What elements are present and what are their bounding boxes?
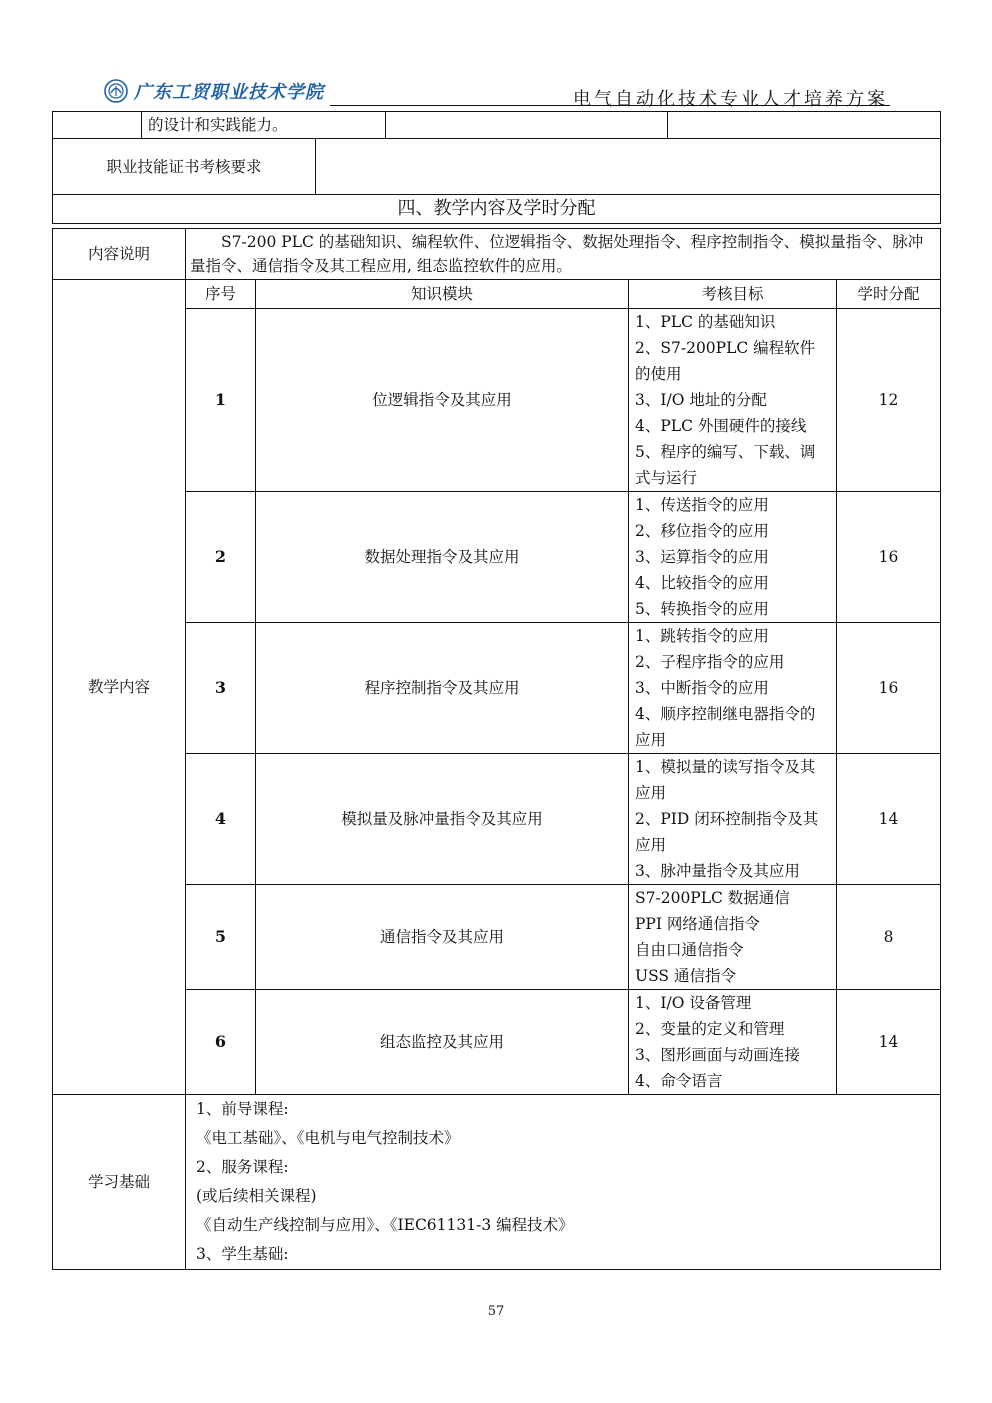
basis-line: 《电工基础》、《电机与电气控制技术》 [196,1129,460,1147]
header-module: 知识模块 [256,280,629,309]
goal-item: 4、PLC 外围硬件的接线 [635,417,807,435]
basis-content [186,1095,941,1270]
row-goals [629,492,837,623]
table-row [53,623,941,754]
row-goals [629,754,837,885]
basis-line: (或后续相关课程) [196,1187,317,1205]
row-goals [629,623,837,754]
section-title: 四、教学内容及学时分配 [53,195,941,224]
continuation-row [53,112,941,139]
row-hours: 14 [837,754,941,885]
goal-item: 自由口通信指令 [635,941,744,959]
content-table [52,228,941,1270]
goal-item: 2、变量的定义和管理 [635,1020,785,1038]
row-hours: 14 [837,990,941,1095]
goal-item: 5、程序的编写、下载、调式与运行 [635,443,816,487]
certificate-row [53,139,941,195]
goal-item: 1、模拟量的读写指令及其应用 [635,758,816,802]
table-row [53,885,941,990]
goal-item: 4、命令语言 [635,1072,723,1090]
table-row [53,309,941,492]
header-no: 序号 [186,280,256,309]
goal-item: 3、I/O 地址的分配 [635,391,767,409]
goal-item: USS 通信指令 [635,967,736,985]
table-row [53,990,941,1095]
goal-item: 3、脉冲量指令及其应用 [635,862,800,880]
goal-item: 2、移位指令的应用 [635,522,769,540]
row-module: 程序控制指令及其应用 [256,623,629,754]
row-no: 4 [186,754,256,885]
goal-item: 3、中断指令的应用 [635,679,769,697]
section-title-row [53,195,941,224]
row-module: 通信指令及其应用 [256,885,629,990]
table-row [53,754,941,885]
row-no: 3 [186,623,256,754]
header-hours: 学时分配 [837,280,941,309]
teaching-header-row [53,280,941,309]
content-desc-row [53,229,941,280]
goal-item: 2、PID 闭环控制指令及其应用 [635,810,819,854]
table-row [53,492,941,623]
page-header [100,74,892,110]
goal-item: 3、运算指令的应用 [635,548,769,566]
row-goals [629,309,837,492]
row-no: 2 [186,492,256,623]
basis-line: 《自动生产线控制与应用》、《IEC61131-3 编程技术》 [196,1216,574,1234]
school-emblem-icon [104,79,128,103]
certificate-value [316,139,941,195]
goal-item: S7-200PLC 数据通信 [635,889,790,907]
school-logo [104,78,324,104]
goal-item: PPI 网络通信指令 [635,915,760,933]
certificate-label: 职业技能证书考核要求 [53,139,316,195]
content-desc-label: 内容说明 [53,229,186,280]
continuation-text: 的设计和实践能力。 [142,112,386,139]
content-desc-text: S7-200 PLC 的基础知识、编程软件、位逻辑指令、数据处理指令、程序控制指令、模拟量指令、脉冲量指令、通信指令及其工程应用, 组态监控软件的应用。 [186,229,941,280]
goal-item: 2、子程序指令的应用 [635,653,785,671]
row-no: 5 [186,885,256,990]
row-hours: 8 [837,885,941,990]
basis-line: 3、学生基础: [196,1245,289,1263]
basis-line: 1、前导课程: [196,1100,289,1118]
row-module: 模拟量及脉冲量指令及其应用 [256,754,629,885]
row-no: 6 [186,990,256,1095]
goal-item: 4、顺序控制继电器指令的应用 [635,705,816,749]
page-number: 57 [487,1304,505,1319]
school-name: 广东工贸职业技术学院 [134,82,324,103]
document-title: 电气自动化技术专业人才培养方案 [573,89,888,110]
goal-item: 1、PLC 的基础知识 [635,313,776,331]
goal-item: 1、I/O 设备管理 [635,994,752,1012]
row-goals [629,885,837,990]
goal-item: 3、图形画面与动画连接 [635,1046,800,1064]
basis-label: 学习基础 [53,1095,186,1270]
row-hours: 16 [837,492,941,623]
goal-item: 1、传送指令的应用 [635,496,769,514]
row-module: 位逻辑指令及其应用 [256,309,629,492]
basis-line: 2、服务课程: [196,1158,289,1176]
row-no: 1 [186,309,256,492]
goal-item: 5、转换指令的应用 [635,600,769,618]
basis-row [53,1095,941,1270]
row-module: 数据处理指令及其应用 [256,492,629,623]
top-table [52,111,941,224]
row-hours: 12 [837,309,941,492]
teaching-label: 教学内容 [53,280,186,1095]
goal-item: 2、S7-200PLC 编程软件的使用 [635,339,816,383]
row-hours: 16 [837,623,941,754]
goal-item: 4、比较指令的应用 [635,574,769,592]
goal-item: 1、跳转指令的应用 [635,627,769,645]
header-goal: 考核目标 [629,280,837,309]
row-goals [629,990,837,1095]
row-module: 组态监控及其应用 [256,990,629,1095]
